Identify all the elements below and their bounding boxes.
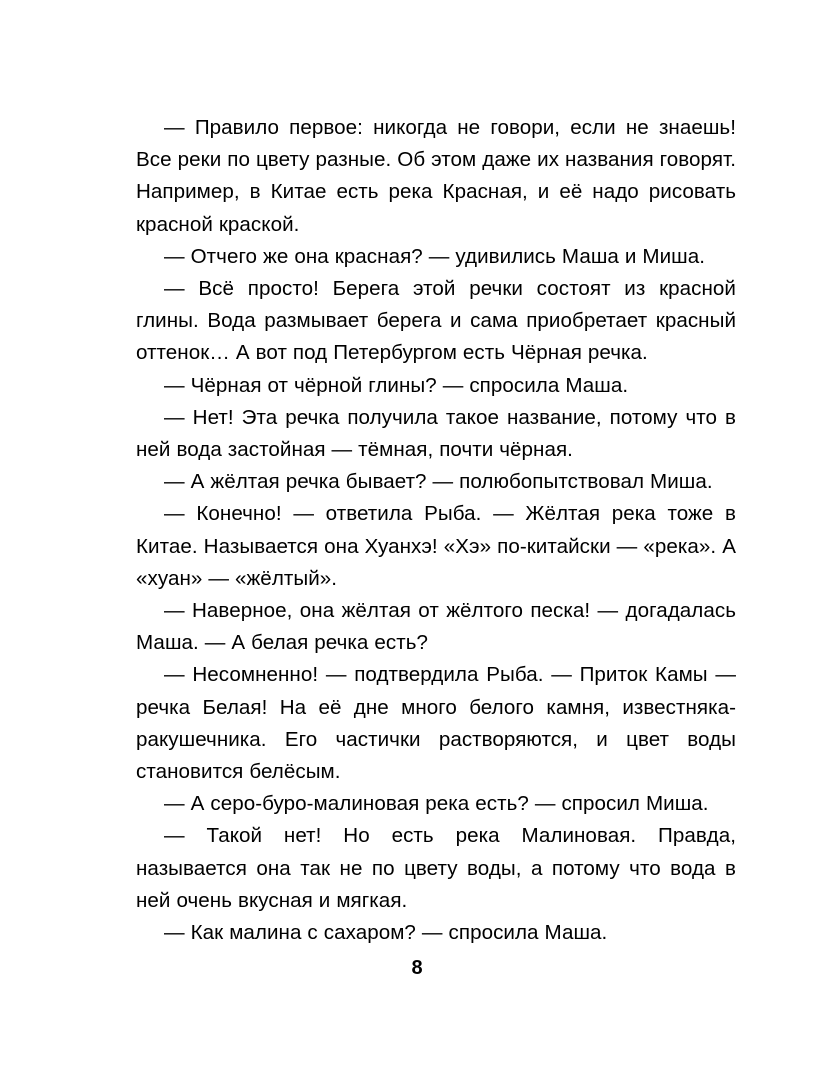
paragraph: — А жёлтая речка бывает? — полюбопытствовал Миша.: [164, 470, 713, 494]
paragraph: — Всё просто! Берега этой речки состоят из красной глины. Вода размывает берега и сама приобретает красный оттенок… А вот под Петербургом есть Чёрная речка.: [136, 277, 736, 365]
paragraph: — Такой нет! Но есть река Малиновая. Правда, называется она так не по цвету воды, а потому что вода в ней очень вкусная и мягкая.: [136, 824, 736, 912]
paragraph: — Несомненно! — подтвердила Рыба. — Приток Камы — речка Белая! На её дне много белого камня, известняка-ракушечника. Его частички растворяются, и цвет воды становится белёсым.: [136, 663, 736, 784]
paragraph: — Как малина с сахаром? — спросила Маша.: [164, 921, 608, 945]
paragraph: — Нет! Эта речка получила такое название, потому что в ней вода застойная — тёмная, почти чёрная.: [136, 405, 736, 462]
paragraph: — Правило первое: никогда не говори, если не знаешь! Все реки по цвету разные. Об этом даже их названия говорят. Например, в Китае есть река Красная, и её надо рисовать красной краской.: [136, 116, 736, 236]
paragraph: — Конечно! — ответила Рыба. — Жёлтая река тоже в Китае. Называется она Хуанхэ! «Хэ» по-китайски — «река». А «хуан» — «жёлтый».: [136, 502, 736, 590]
paragraph: — Наверное, она жёлтая от жёлтого песка! — догадалась Маша. — А белая речка есть?: [136, 599, 736, 655]
page-number: 8: [411, 957, 423, 979]
paragraph: — Чёрная от чёрной глины? — спросила Маша.: [164, 373, 629, 397]
paragraph: — А серо-буро-малиновая река есть? — спросил Миша.: [164, 792, 709, 816]
paragraph: — Отчего же она красная? — удивились Маша и Миша.: [164, 244, 706, 268]
page-text-block: [136, 112, 736, 949]
